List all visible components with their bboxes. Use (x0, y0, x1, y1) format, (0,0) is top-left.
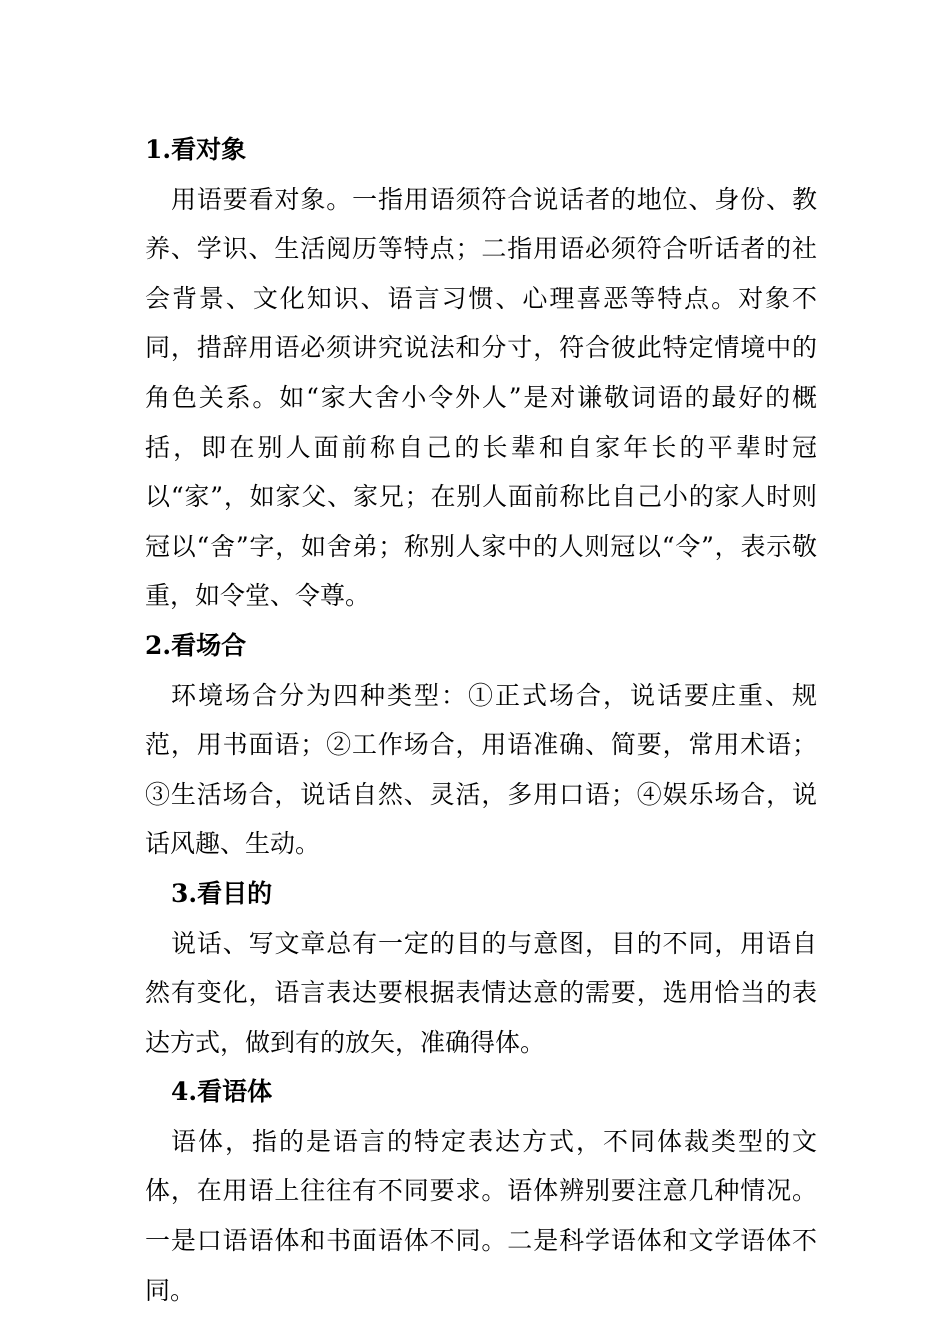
section-paragraph-3: 说话、写文章总有一定的目的与意图，目的不同，用语自然有变化，语言表达要根据表情达意的需要，选用恰当的表达方式，做到有的放矢，准确得体。 (145, 928, 817, 1057)
section-heading-2: 2.看场合 (145, 630, 247, 660)
section-heading-4: 4.看语体 (171, 1077, 273, 1107)
section-heading-3: 3.看目的 (171, 878, 273, 908)
section-paragraph-2: 环境场合分为四种类型：①正式场合，说话要庄重、规范，用书面语；②工作场合，用语准确、简要，常用术语；③生活场合，说话自然、灵活，多用口语；④娱乐场合，说话风趣、生动。 (145, 680, 817, 859)
section-heading-1: 1.看对象 (145, 135, 247, 164)
section-paragraph-4: 语体，指的是语言的特定表达方式，不同体裁类型的文体，在用语上往往有不同要求。语体辨别要注意几种情况。一是口语语体和书面语体不同。二是科学语体和文学语体不同。 (145, 1126, 817, 1305)
document-page (145, 125, 817, 1315)
section-paragraph-1: 用语要看对象。一指用语须符合说话者的地位、身份、教养、学识、生活阅历等特点；二指用语必须符合听话者的社会背景、文化知识、语言习惯、心理喜恶等特点。对象不同，措辞用语必须讲究说法和分寸，符合彼此特定情境中的角色关系。如“家大舍小令外人”是对谦敬词语的最好的概括，即在别人面前称自己的长辈和自家年长的平辈时冠以“家”，如家父、家兄；在别人面前称比自己小的家人时则冠以“舍”字，如舍弟；称别人家中的人则冠以“令”，表示敬重，如令堂、令尊。 (145, 184, 817, 611)
